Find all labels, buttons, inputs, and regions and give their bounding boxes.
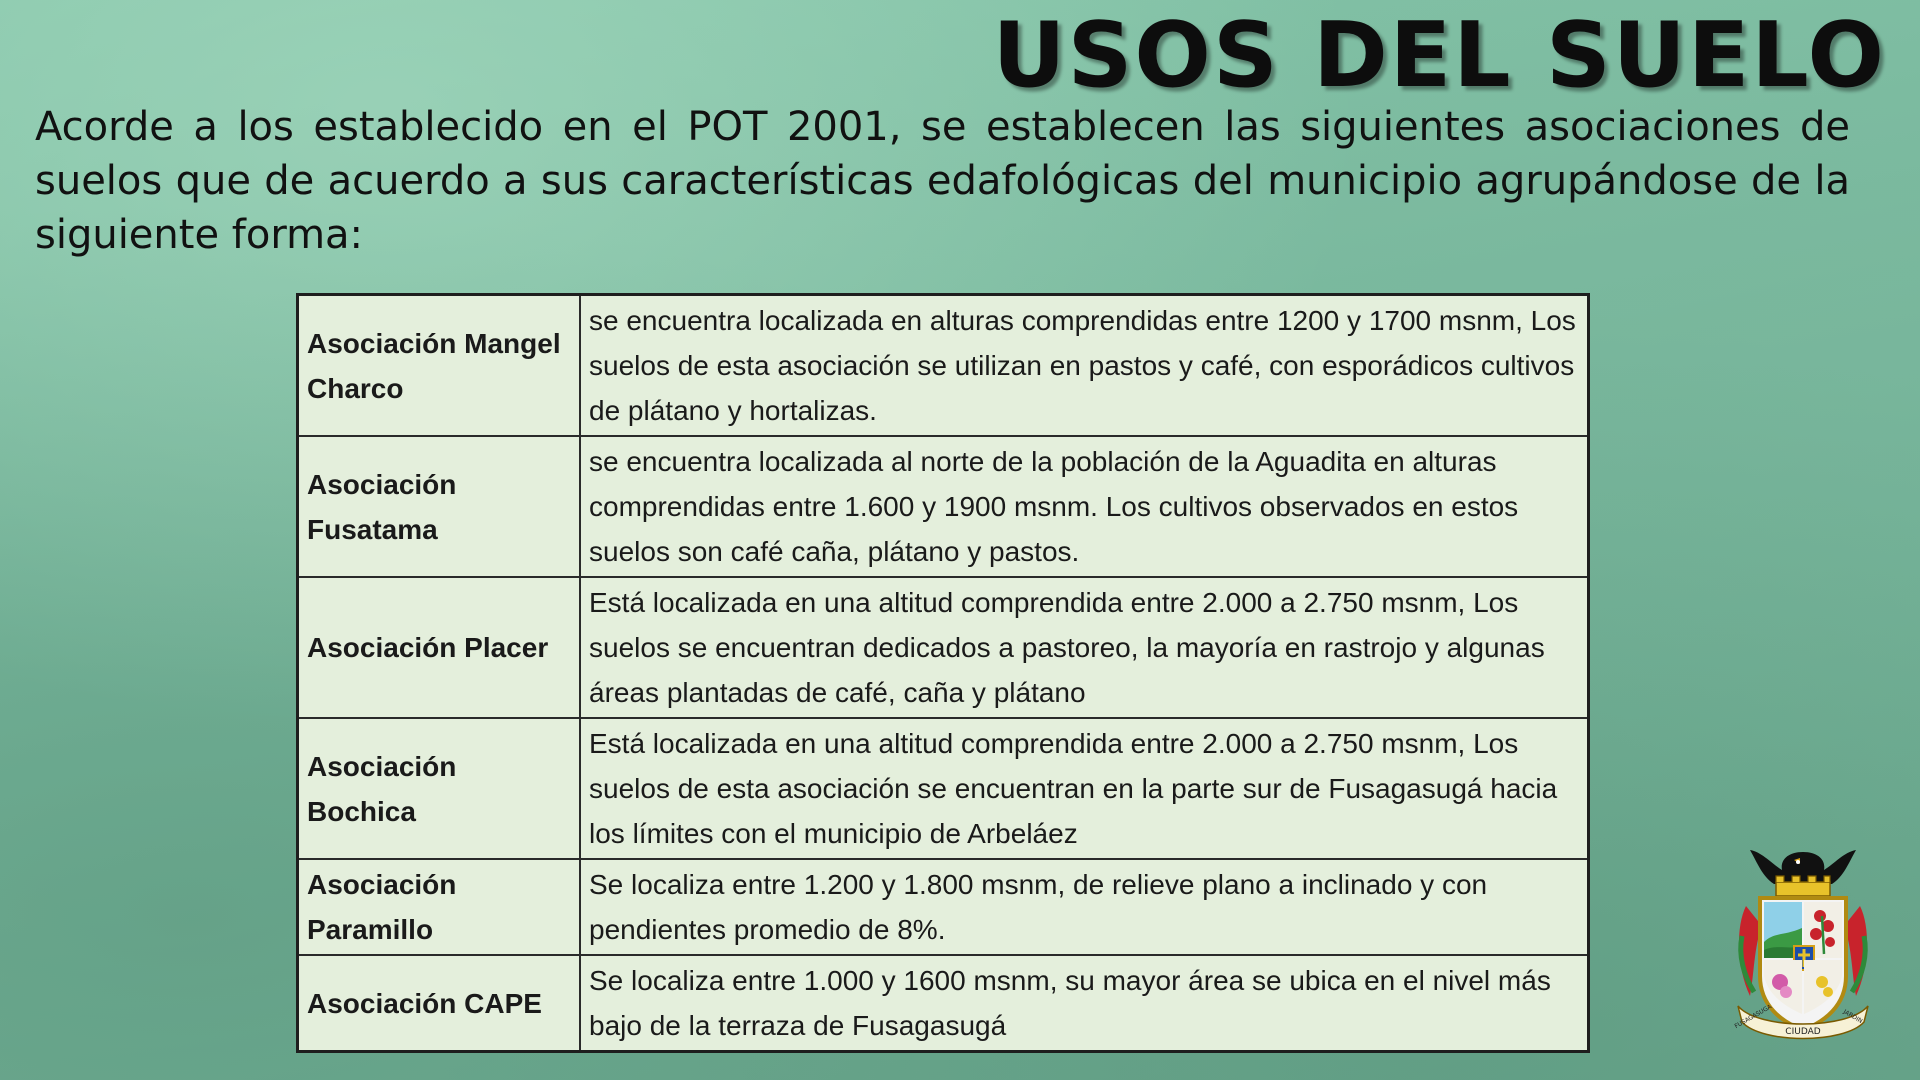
- table-row: [298, 436, 1589, 577]
- association-name: Asociación CAPE: [298, 955, 581, 1052]
- table-row: [298, 859, 1589, 955]
- association-description: Está localizada en una altitud comprendida entre 2.000 a 2.750 msnm, Los suelos de esta asociación se encuentran en la parte sur de Fusagasugá hacia los límites con el municipio de Arbeláez: [580, 718, 1589, 859]
- table-row: [298, 718, 1589, 859]
- slide-title: USOS DEL SUELO: [992, 3, 1886, 108]
- intro-paragraph: Acorde a los establecido en el POT 2001, se establecen las siguientes asociaciones de suelos que de acuerdo a sus características edafológicas del municipio agrupándose de la siguiente forma:: [35, 104, 1850, 258]
- association-description: Se localiza entre 1.200 y 1.800 msnm, de relieve plano a inclinado y con pendientes promedio de 8%.: [580, 859, 1589, 955]
- association-description: se encuentra localizada al norte de la población de la Aguadita en alturas comprendidas entre 1.600 y 1900 msnm. Los cultivos observados en estos suelos son café caña, plátano y pastos.: [580, 436, 1589, 577]
- crest-motto-center: CIUDAD: [1785, 1027, 1821, 1037]
- table-row: [298, 295, 1589, 437]
- association-description: Se localiza entre 1.000 y 1600 msnm, su mayor área se ubica en el nivel más bajo de la terraza de Fusagasugá: [580, 955, 1589, 1052]
- association-description: se encuentra localizada en alturas comprendidas entre 1200 y 1700 msnm, Los suelos de esta asociación se utilizan en pastos y café, con esporádicos cultivos de plátano y hortalizas.: [580, 295, 1589, 437]
- soil-associations-table: [296, 293, 1590, 1053]
- association-name: Asociación Placer: [298, 577, 581, 718]
- association-description: Está localizada en una altitud comprendida entre 2.000 a 2.750 msnm, Los suelos se encuentran dedicados a pastoreo, la mayoría en rastrojo y algunas áreas plantadas de café, caña y plátano: [580, 577, 1589, 718]
- table-row: [298, 577, 1589, 718]
- crest-motto-left: FUSAGASUGA: [1733, 1003, 1773, 1031]
- table-row: [298, 955, 1589, 1052]
- eagle-icon: [1750, 850, 1856, 884]
- association-name: Asociación Paramillo: [298, 859, 581, 955]
- association-name: Asociación Fusatama: [298, 436, 581, 577]
- municipal-coat-of-arms-icon: [1728, 846, 1878, 1046]
- association-name: Asociación Bochica: [298, 718, 581, 859]
- association-name: Asociación Mangel Charco: [298, 295, 581, 437]
- crest-motto-right: JARDIN: [1841, 1008, 1864, 1025]
